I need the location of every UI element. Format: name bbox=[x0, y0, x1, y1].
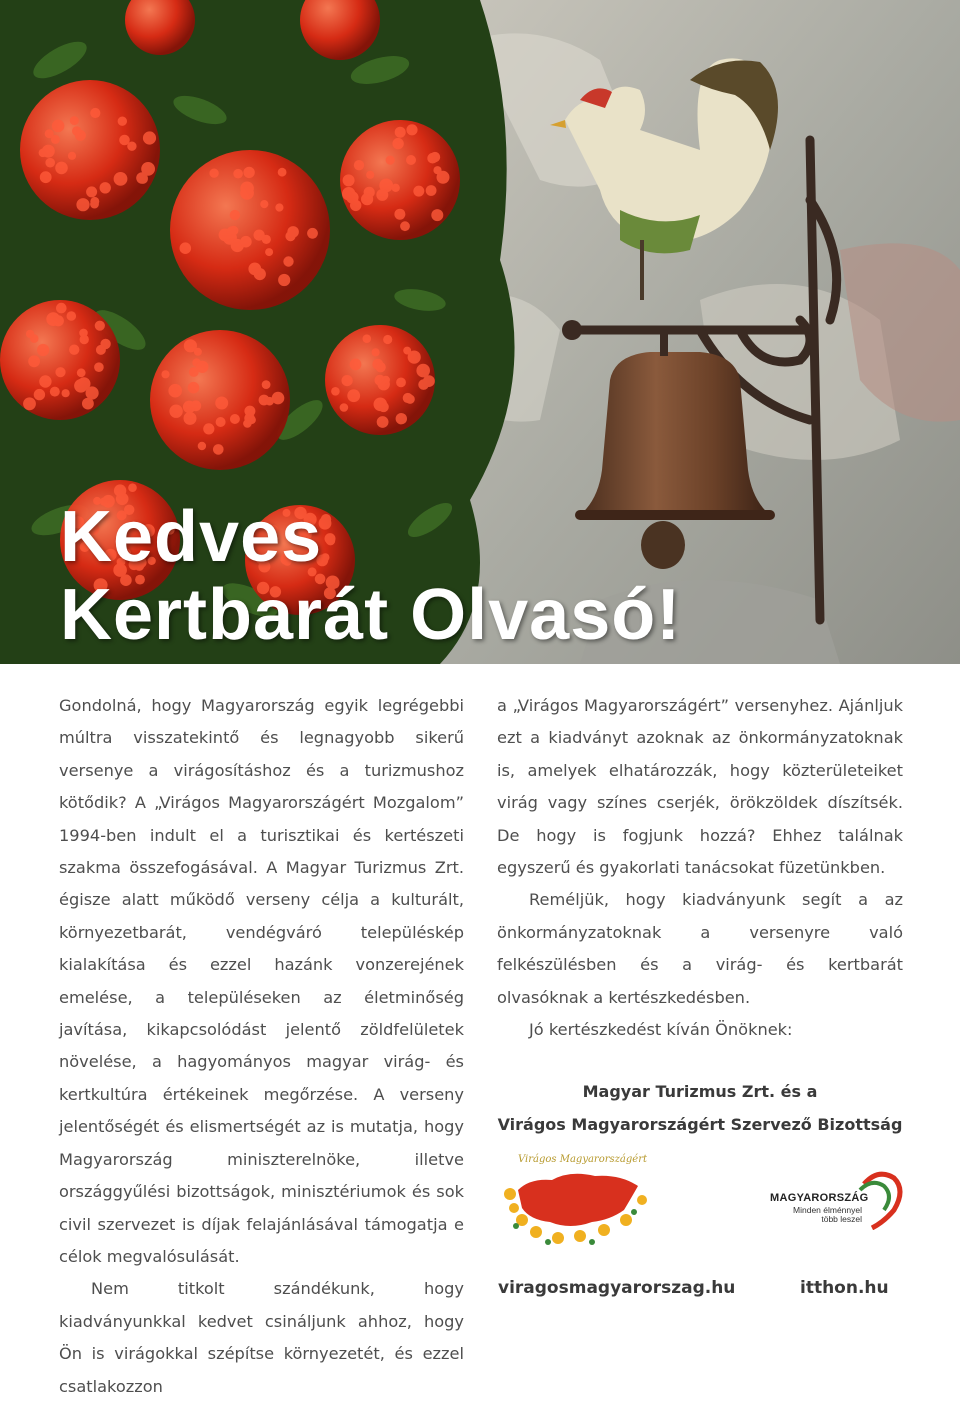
berry-dot bbox=[340, 403, 349, 412]
berry-dot bbox=[95, 321, 105, 331]
berry-dot bbox=[342, 375, 353, 386]
berry-dot bbox=[262, 380, 271, 389]
berry-dot bbox=[366, 171, 374, 179]
berry-dot bbox=[233, 169, 243, 179]
berry-dot bbox=[386, 156, 395, 165]
berry-dot bbox=[278, 274, 290, 286]
recommendation-paragraph: a „Virágos Magyarországért” versenyhez. Ajánljuk ezt a kiadványt azoknak az önkormányzatoknak is, amelyek elhatározzák, hogy közterületeiket virág vagy színes cserjék, örökzöldek díszítsék. De hogy is fogjunk hozzá? Ehhez találnak egyszerű és gyakorlati tanácsokat füzetünkben. bbox=[497, 696, 903, 878]
hope-paragraph: Reméljük, hogy kiadványunk segít a az önkormányzatoknak a versenyre való felkészülésben és a virág- és kertbarát olvasóknak a kertészkedésben. bbox=[497, 890, 903, 1007]
berry-dot bbox=[230, 414, 240, 424]
berry-dot bbox=[394, 209, 405, 220]
berry-dot bbox=[240, 182, 254, 196]
berry-dot bbox=[227, 226, 237, 236]
berry-dot bbox=[439, 173, 448, 182]
berry-dot bbox=[51, 135, 60, 144]
berry-dot bbox=[209, 169, 218, 178]
berry-dot bbox=[361, 193, 373, 205]
berry-dot bbox=[23, 397, 36, 410]
berry-dot bbox=[114, 172, 128, 186]
berry-dot bbox=[405, 395, 414, 404]
signature-line-1: Magyar Turizmus Zrt. és a bbox=[582, 1082, 818, 1102]
berry-dot bbox=[188, 382, 200, 394]
berry-dot bbox=[96, 345, 106, 355]
berry-dot bbox=[94, 362, 104, 372]
berry-dot bbox=[26, 330, 34, 338]
berry-dot bbox=[431, 209, 443, 221]
berry-dot bbox=[37, 344, 49, 356]
berry-dot bbox=[382, 376, 390, 384]
berry-dot bbox=[347, 389, 360, 402]
berry-dot bbox=[272, 392, 285, 405]
berry-dot bbox=[433, 166, 441, 174]
berry-dot bbox=[283, 256, 293, 266]
berry-dot bbox=[90, 200, 99, 209]
berry-dot bbox=[50, 387, 60, 397]
berry-dot bbox=[183, 401, 196, 414]
berry-dot bbox=[55, 367, 65, 377]
berry-dot bbox=[230, 210, 240, 220]
berry-dot bbox=[406, 124, 417, 135]
website-link-viragos[interactable]: viragosmagyarorszag.hu bbox=[498, 1278, 736, 1298]
website-link-itthon[interactable]: itthon.hu bbox=[800, 1278, 889, 1298]
berry-dot bbox=[215, 397, 228, 410]
berry-dot bbox=[287, 226, 299, 238]
berry-dot bbox=[161, 370, 169, 378]
berry-dot bbox=[244, 406, 255, 417]
berry-dot bbox=[34, 389, 45, 400]
berry-dot bbox=[383, 335, 392, 344]
magyarorszag-name: MAGYARORSZÁG bbox=[770, 1192, 869, 1204]
magyarorszag-logo bbox=[768, 1170, 908, 1230]
berry-dot bbox=[400, 221, 410, 231]
berry-dot bbox=[68, 152, 76, 160]
right-column bbox=[497, 690, 903, 1141]
page-title bbox=[60, 498, 681, 654]
berry-dot bbox=[168, 384, 182, 398]
berry-dot bbox=[69, 345, 79, 355]
berry-dot bbox=[406, 155, 416, 165]
berry-dot bbox=[141, 162, 155, 176]
berry-dot bbox=[243, 419, 252, 428]
berry-dot bbox=[28, 355, 40, 367]
berry-dot bbox=[194, 348, 202, 356]
berry-dot bbox=[374, 398, 388, 412]
berry-dot bbox=[128, 483, 137, 492]
berry-dot bbox=[77, 368, 86, 377]
berry-dot bbox=[375, 362, 385, 372]
berry-dot bbox=[396, 413, 407, 424]
berry-dot bbox=[86, 186, 97, 197]
berry-dot bbox=[53, 315, 64, 326]
berry-dot bbox=[52, 120, 65, 133]
hero-photo bbox=[0, 0, 960, 664]
title-line-2: Kertbarát Olvasó! bbox=[60, 575, 682, 655]
berry-dot bbox=[55, 162, 68, 175]
berry-dot bbox=[169, 405, 182, 418]
berry-dot bbox=[243, 167, 254, 178]
signature-line-2: Virágos Magyarországért Szervező Bizottság bbox=[497, 1114, 903, 1134]
berry-dot bbox=[423, 375, 435, 387]
berry-dot bbox=[80, 335, 89, 344]
signature bbox=[497, 1076, 903, 1141]
berry-dot bbox=[72, 126, 81, 135]
berry-dot bbox=[203, 423, 214, 434]
magyarorszag-tagline: Minden élménnyel több leszel bbox=[793, 1205, 862, 1224]
purpose-paragraph: Nem titkolt szándékunk, hogy kiadványunkkal kedvet csináljunk ahhoz, hogy Ön is virágokkal szépítse környezetét, és ezzel csatlakozzon bbox=[59, 1279, 464, 1396]
berry-dot bbox=[430, 152, 440, 162]
berry-dot bbox=[216, 417, 226, 427]
berry-dot bbox=[260, 200, 268, 208]
title-line-1: Kedves bbox=[60, 497, 323, 577]
berry-dot bbox=[70, 116, 79, 125]
berry-dot bbox=[275, 203, 283, 211]
berry-dot bbox=[372, 348, 380, 356]
berry-dot bbox=[307, 228, 318, 239]
berry-dot bbox=[114, 484, 126, 496]
berry-dot bbox=[265, 248, 273, 256]
viragos-magyarorszagert-logo bbox=[500, 1150, 650, 1250]
berry-dot bbox=[139, 174, 148, 183]
berry-dot bbox=[40, 171, 52, 183]
berry-dot bbox=[39, 375, 51, 387]
berry-dot bbox=[184, 412, 197, 425]
berry-dot bbox=[240, 236, 252, 248]
left-column bbox=[59, 690, 464, 1403]
berry-dot bbox=[196, 361, 208, 373]
berry-dot bbox=[143, 131, 156, 144]
berry-dot bbox=[413, 186, 424, 197]
berry-dot bbox=[198, 442, 206, 450]
berry-dot bbox=[74, 379, 88, 393]
intro-paragraph: Gondolná, hogy Magyarország egyik legrégebbi múltra visszatekintő és legnagyobb sikerű versenye a virágosításhoz és a turizmushoz kötődik? A „Virágos Magyarországért Mozgalom” 1994-ben indult el a turisztikai és kertészeti szakma összefogásával. A Magyar Turizmus Zrt. égisze alatt működő verseny célja a kulturált, környezetbarát, vendégváró településkép kialakítása és ezzel hazánk vonzerejének emelése, a településeken az életminőség javítása, kikapcsolódást jelentő zöldfelületek növelése, a hagyományos magyar virág- és kertkultúra értékeinek megőrzése. A verseny jelentőségét és elismertségét az is mutatja, hogy Magyarország miniszterelnöke, illetve országgyűlési bizottságok, minisztériumok és sok civil szervezet is díjak felajánlásával támogatja e célok megvalósulását. bbox=[59, 696, 464, 1266]
berry-dot bbox=[82, 398, 94, 410]
berry-dot bbox=[67, 311, 77, 321]
berry-dot bbox=[426, 185, 437, 196]
berry-dot bbox=[180, 242, 192, 254]
berry-dot bbox=[248, 263, 261, 276]
berry-dot bbox=[45, 158, 55, 168]
berry-dot bbox=[90, 108, 100, 118]
berry-dot bbox=[377, 416, 389, 428]
berry-dot bbox=[42, 145, 55, 158]
berry-dot bbox=[392, 138, 403, 149]
berry-dot bbox=[343, 174, 355, 186]
berry-dot bbox=[56, 303, 67, 314]
berry-dot bbox=[354, 160, 364, 170]
greeting-line: Jó kertészkedést kíván Önöknek: bbox=[529, 1020, 793, 1040]
berry-dot bbox=[396, 378, 406, 388]
berry-dot bbox=[363, 334, 372, 343]
viragos-logo-text: Virágos Magyarországért bbox=[518, 1154, 647, 1165]
berry-dot bbox=[392, 184, 400, 192]
berry-dot bbox=[403, 347, 411, 355]
berry-dot bbox=[76, 198, 89, 211]
berry-dot bbox=[262, 235, 271, 244]
berry-dot bbox=[213, 444, 224, 455]
berry-dot bbox=[62, 389, 70, 397]
berry-dot bbox=[331, 387, 340, 396]
berry-dot bbox=[350, 359, 362, 371]
berry-dot bbox=[376, 189, 388, 201]
berry-dot bbox=[119, 135, 130, 146]
hungary-map-icon bbox=[500, 1150, 650, 1250]
berry-dot bbox=[278, 168, 287, 177]
berry-dot bbox=[350, 200, 361, 211]
berry-dot bbox=[100, 182, 111, 193]
berry-dot bbox=[395, 127, 406, 138]
berry-dot bbox=[118, 117, 127, 126]
